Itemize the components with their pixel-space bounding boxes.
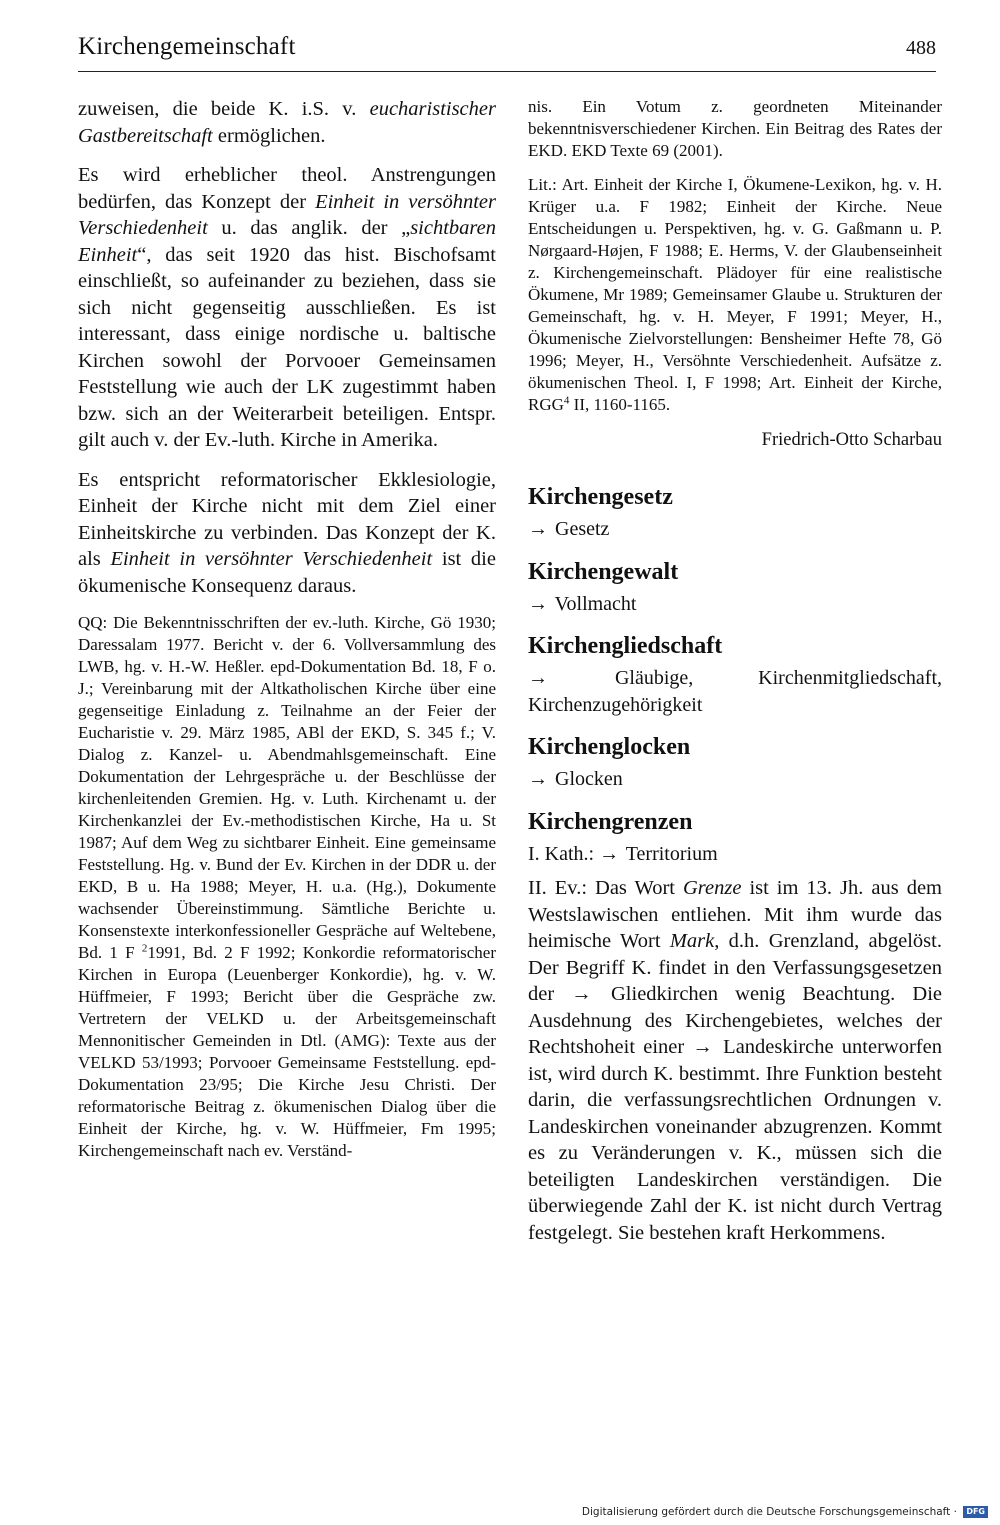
- paragraph: [78, 162, 496, 454]
- entry-title: Kirchengewalt: [528, 558, 679, 585]
- cross-reference: [528, 766, 942, 793]
- arrow-icon: →: [528, 768, 548, 790]
- paragraph: [78, 96, 496, 149]
- entry-title: Kirchengesetz: [528, 484, 673, 510]
- sources-continuation: nis. Ein Votum z. geordneten Miteinander bekenntnisverschiedener Kirchen. Ein Beitrag des Rates der EKD. EKD Texte 69 (2001).: [528, 97, 942, 160]
- digitization-footer: Digitalisierung gefördert durch die Deutsche Forschungsgemeinschaft · DFG: [582, 1505, 988, 1519]
- cross-reference-target: Gläubige, Kirchenmitgliedschaft, Kirchenzugehörigkeit: [528, 667, 943, 716]
- text-run: Es entspricht reformatorischer Ekklesiologie, Einheit der Kirche nicht mit dem Ziel einer Einheitskirche zu verbinden. Das Konzept der K. als: [78, 468, 496, 570]
- entry-title: Kirchengliedschaft: [528, 633, 723, 659]
- header-rule: [78, 71, 936, 72]
- cross-reference-target: Territorium: [625, 842, 718, 865]
- text-run: ist die ökumenische Konsequenz daraus.: [78, 548, 496, 597]
- section-cross-reference: [528, 841, 942, 868]
- text-run: Gliedkirchen wenig Beachtung. Die Ausdehnung des Kirchengebietes, welches der Rechtshoheit einer: [528, 983, 942, 1058]
- page-header: [78, 32, 936, 72]
- arrow-icon: →: [528, 667, 548, 689]
- arrow-icon: →: [571, 983, 592, 1005]
- cross-reference: [528, 591, 942, 618]
- cross-reference: [528, 665, 942, 718]
- dfg-logo: DFG: [963, 1506, 988, 1518]
- cross-reference-target: Gesetz: [555, 518, 610, 540]
- superscript: 2: [141, 942, 148, 955]
- entry-title: Kirchengrenzen: [528, 808, 693, 835]
- text-run: ist im 13. Jh. aus dem Westslawischen entliehen. Mit ihm wurde das heimische Wort: [528, 877, 943, 952]
- text-run: u. das anglik. der „: [207, 217, 411, 239]
- text-run: Landeskirche unterworfen ist, wird durch K. bestimmt. Ihre Funktion besteht darin, die verfassungsrechtlichen Ordnungen v. Landeskirchen voneinander abzugrenzen. Kommt es zu Veränderungen v. K., müssen sich die beteiligten Landeskirchen verständigen. Die überwiegende Zahl der K. ist nicht durch Vertrag festgelegt. Sie bestehen kraft Herkommens.: [528, 1036, 942, 1244]
- arrow-icon: →: [692, 1036, 713, 1058]
- italic-term: Mark: [669, 930, 715, 952]
- arrow-icon: →: [599, 842, 620, 865]
- author-signature: Friedrich-Otto Scharbau: [761, 430, 942, 450]
- paragraph: [528, 875, 942, 1246]
- sources-paragraph: [78, 612, 496, 1162]
- cross-reference: [528, 516, 942, 543]
- text-run: ermöglichen.: [212, 124, 326, 147]
- cross-reference-target: Glocken: [555, 768, 623, 790]
- italic-term: eucharistischer Gastbereitschaft: [78, 98, 496, 147]
- literature-paragraph: [528, 174, 942, 416]
- text-run: zuweisen, die beide K. i.S. v.: [78, 98, 370, 120]
- running-head: Kirchengemeinschaft: [78, 33, 296, 60]
- italic-term: Grenze: [683, 877, 742, 899]
- footer-text: Digitalisierung gefördert durch die Deutsche Forschungsgemeinschaft: [581, 1506, 951, 1518]
- superscript: 4: [563, 394, 570, 407]
- text-run: QQ: Die Bekenntnisschriften der ev.-luth. Kirche, Gö 1930; Daressalam 1977. Bericht v. der 6. Vollversammlung des LWB, hg. v. H.-W. Heßler. epd-Dokumentation Bd. 18, F o. J.; Vereinbarung mit der Altkatholischen Kirche über eine gegenseitige Einladung z. Teilnahme an der Feier der Eucharistie v. 29. März 1985, ABl der EKD, S. 345 f.; V. Dialog z. Kanzel- u. Abendmahlsgemeinschaft. Eine Dokumentation der Lehrgespräche u. der Beschlüsse der kirchenleitenden Gremien. Hg. v. Luth. Kirchenamt u. der Kirchenkanzlei der Ev.-methodistischen Kirche, Ha u. St 1987; Auf dem Weg zu sichtbarer Einheit. Eine gemeinsame Feststellung. Hg. v. Bund der Ev. Kirchen in der DDR u. der EKD, B u. Ha 1988; Meyer, H. u.a. (Hg.), Dokumente wachsender Übereinstimmung. Sämtliche Berichte u. Konsenstexte interkonfessioneller Gespräche auf Weltebene, Bd. 1 F: [78, 613, 496, 962]
- section-label: I. Kath.:: [528, 842, 595, 865]
- text-run: Es wird erheblicher theol. Anstrengungen bedürfen, das Konzept der: [78, 164, 496, 213]
- text-run: II, 1160-1165.: [569, 395, 671, 414]
- right-column: [528, 96, 942, 1259]
- text-run: 1991, Bd. 2 F 1992; Konkordie reformatorischer Kirchen in Europa (Leuenberger Konkordie), hg. v. W. Hüffmeier, F 1993; Bericht über die Gespräche zw. Vertretern der VELKD u. der Arbeitsgemeinschaft Mennonitischer Gemeinden in Dtl. (AMG): Texte aus der VELKD 53/1993; Porvooer Gemeinsame Feststellung. epd-Dokumentation 23/95; Die Kirche Jesu Christi. Der reformatorische Beitrag z. ökumenischen Dialog über die Einheit der Kirche, hg. v. W. Hüffmeier, Fm 1995; Kirchengemeinschaft nach ev. Verständ-: [78, 943, 497, 1160]
- text-run: , d.h. Grenzland, abgelöst. Der Begriff K. findet in den Verfassungsgesetzen der: [528, 930, 942, 1005]
- text-run: “, das seit 1920 das hist. Bischofsamt einschließt, so aufeinander zu beziehen, dass sie sich nicht gegenseitig ausschließen. Es ist interessant, dass einige nordische u. baltische Kirchen sowohl der Porvooer Gemeinsamen Feststellung wie auch der LK zugestimmt haben bzw. sich an der Weiterarbeit beteiligen. Entspr. gilt auch v. der Ev.-luth. Kirche in Amerika.: [78, 243, 496, 451]
- entry-title: Kirchenglocken: [528, 734, 691, 760]
- left-column: [78, 96, 496, 1174]
- italic-term: Einheit in versöhnter Verschiedenheit: [78, 190, 496, 239]
- text-run: II. Ev.: Das Wort: [528, 877, 683, 899]
- arrow-icon: →: [528, 592, 548, 615]
- paragraph: [78, 467, 496, 600]
- text-run: Lit.: Art. Einheit der Kirche I, Ökumene-Lexikon, hg. v. H. Krüger u.a. F 1982; Einheit der Kirche. Neue Entscheidungen u. Perspektiven, hg. v. G. Gaßmann u. P. Nørgaard-Højen, F 1988; E. Herms, V. der Glaubenseinheit z. Kirchengemeinschaft. Plädoyer für eine realistische Ökumene, Mr 1989; Gemeinsamer Glaube u. Strukturen der Gemeinschaft, hg. v. H. Meyer, F 1991; Meyer, H., Ökumenische Zielvorstellungen: Bensheimer Hefte 78, Gö 1996; Meyer, H., Versöhnte Verschiedenheit. Aufsätze z. ökumenischen Theol. I, F 1998; Art. Einheit der Kirche, RGG: [528, 175, 942, 414]
- italic-term: Einheit in versöhnter Verschiedenheit: [110, 548, 433, 570]
- arrow-icon: →: [528, 518, 548, 540]
- page-number: 488: [906, 37, 936, 59]
- cross-reference-target: Vollmacht: [554, 592, 637, 615]
- italic-term: sichtbaren Einheit: [78, 217, 496, 266]
